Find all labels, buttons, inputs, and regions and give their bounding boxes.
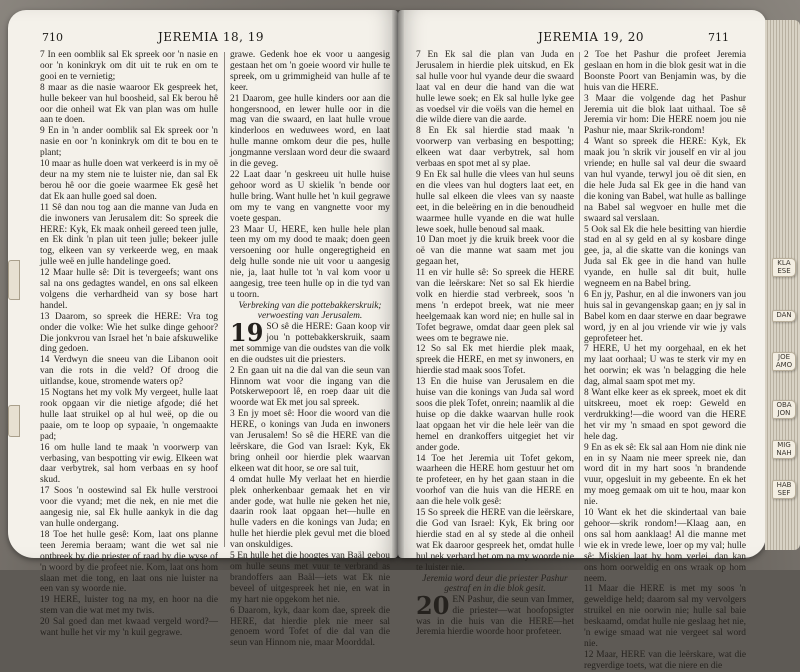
verse-paragraph: 11 Maar die HERE is met my soos 'n geweldige held; daarom sal my vervolgers struikel en nie oorwin nie; hulle sal baie beskaamd, omdat hulle nie geslaag het nie, 'n ewige smaad wat nie vergeet sal word nie. xyxy=(584,584,746,649)
verse-paragraph: 6 Daarom, kyk, daar kom dae, spreek die HERE, dat hierdie plek nie meer sal genoem word Tofet of die dal van die seun van Hinnom nie, maar Moorddal. xyxy=(230,605,390,649)
verse-paragraph: 23 Maar U, HERE, ken hulle hele plan teen my om my dood te maak; doen geen versoening oor hulle ongeregtigheid en delg hulle sonde nie uit voor u aangesig nie, ja, laat hulle tot 'n val kom voor u aangesig, tree teen hulle op in die tyd van u toorn. xyxy=(230,224,390,300)
right-page-title: JEREMIA 19, 20 xyxy=(538,30,645,44)
chapter-number: 19 xyxy=(230,318,264,348)
verse-paragraph: 18 Toe het hulle gesê: Kom, laat ons planne teen Jeremia beraam; want die wet sal nie ontbreek by die priester of raad by die wyse of 'n woord by die profeet nie. Kom, laat ons hom slaan met die tong, en laat ons nie luister na een van sy woorde nie. xyxy=(40,529,218,595)
verse-paragraph: 8 Want elke keer as ek spreek, moet ek dit uitskreeu, moet ek roep: Geweld en verdrukking!—die woord van die HERE het vir my 'n smaad en spot geword die hele dag. xyxy=(584,388,746,442)
verse-paragraph: 10 Dan moet jy die kruik breek voor die oë van die manne wat saam met jou gegaan het, xyxy=(416,235,574,268)
verse-paragraph: 17 Soos 'n oostewind sal Ek hulle verstrooi voor die vyand; met die nek, en nie met die aangesig nie, sal Ek hulle aankyk in die dag van hulle ondergang. xyxy=(40,486,218,529)
verse-paragraph: 15 Nogtans het my volk My vergeet, hulle laat rook opgaan vir die nietige afgode; dié het hulle laat struikel op al hul weë, op die ou paaie, om te loop op sypaaie, 'n ongemaakte pad; xyxy=(40,388,218,442)
verse-paragraph: 3 Maar die volgende dag het Pashur Jeremia uit die blok laat uithaal. Toe sê Jeremia vir hom: Die HERE noem jou nie Pashur nie, maar Skrik-rondom! xyxy=(584,93,746,137)
verse-paragraph: 11 Sê dan nou tog aan die manne van Juda en die inwoners van Jerusalem dit: So spreek die HERE: Kyk, Ek maak onheil gereed teen julle, en Ek dink 'n plan uit teen julle; bekeer julle tog, elkeen van sy verkeerde weg, en maak julle weë en julle handelinge goed. xyxy=(40,202,218,268)
verse-paragraph: 5 En hulle het die hoogtes van Baäl gebou om hulle seuns met vuur te verbrand as brandoffers aan Baäl—iets wat Ek nie beveel of uitgespreek het nie, en wat in my hart nie opgekom het nie. xyxy=(230,551,390,605)
verse-paragraph: 12 Maar, HERE van die leërskare, wat die regverdige toets, wat die niere en die xyxy=(584,649,746,671)
verse-paragraph: 21 Daarom, gee hulle kinders oor aan die hongersnood, en lewer hulle oor in die mag van die swaard, en laat hulle vroue kinderloos en weduwees word, en laat hulle manne omkom deur die pes, hulle jongmanne verslaan word deur die swaard in die geveg. xyxy=(230,93,390,170)
verse-paragraph: 8 maar as die nasie waaroor Ek gespreek het, hulle bekeer van hul boosheid, sal Ek berou hê oor die onheil wat Ek van plan was om hulle aan te doen. xyxy=(40,82,218,126)
verse-paragraph: grawe. Gedenk hoe ek voor u aangesig gestaan het om 'n goeie woord vir hulle te spreek, om u grimmigheid van hulle af te keer. xyxy=(230,50,390,93)
verse-paragraph: 7 En Ek sal die plan van Juda en Jerusalem in hierdie plek uitskud, en Ek sal hulle voor hul vyande deur die swaard laat val en deur die hand van die wat hulle lewe soek; en Ek sal hulle lyke gee as voedsel vir die voëls van die hemel en die wilde diere van die aarde. xyxy=(416,50,574,126)
book-gutter xyxy=(392,10,404,558)
verse-paragraph: 13 En die huise van Jerusalem en die huise van die konings van Juda sal word soos die plek Tofet, onrein; naamlik al die huise op die dakke waarvan hulle rook laat opgaan het vir die hele leër van die hemel en drankoffers uitgegiet het vir ander gode. xyxy=(416,377,574,453)
verse-paragraph: 8 En Ek sal hierdie stad maak 'n voorwerp van verbasing en bespotting; elkeen wat daar verbytrek, sal hom verbaas en spot met al sy plae. xyxy=(416,126,574,170)
left-column-1 xyxy=(40,50,218,639)
verse-paragraph: SO sê die HERE: Gaan koop vir jou 'n pottebakkerskruik, saam met sommige van die oudstes van die volk en die oudstes uit die priesters. xyxy=(230,322,390,365)
column-divider xyxy=(579,52,580,547)
verse-paragraph: 20 Sal goed dan met kwaad vergeld word?—want hulle het vir my 'n kuil gegrawe. xyxy=(40,617,218,639)
thumb-index-tab[interactable]: JOE AMO xyxy=(772,352,796,371)
verse-paragraph: 4 omdat hulle My verlaat het en hierdie plek onherkenbaar gemaak het en vir ander gode, wat hulle nie geken het nie, daarin rook laat opgaan het—hulle en hulle vaders en die konings van Juda; en hulle het hierdie plek gevul met die bloed van onskuldiges. xyxy=(230,474,390,551)
left-page xyxy=(8,10,398,649)
left-page-number: 710 xyxy=(42,31,63,44)
verse-paragraph: 3 En jy moet sê: Hoor die woord van die HERE, o konings van Juda en inwoners van Jerusalem! So sê die HERE van die leërskare, die God van Israel: Kyk, Ek bring onheil oor hierdie plek waarvan elkeen wat dit hoor, se ore sal tuit, xyxy=(230,409,390,474)
thumb-index-tab[interactable]: DAN xyxy=(772,310,796,322)
right-page-number: 711 xyxy=(708,31,729,44)
column-divider xyxy=(224,52,225,547)
verse-paragraph: 7 In een oomblik sal Ek spreek oor 'n nasie en oor 'n koninkryk om dit uit te ruk en om te gooi en te vernietig; xyxy=(40,50,218,82)
verse-paragraph: 9 En in 'n ander oomblik sal Ek spreek oor 'n nasie en oor 'n koninkryk om dit te bou en te plant; xyxy=(40,126,218,159)
verse-paragraph: 6 En jy, Pashur, en al die inwoners van jou huis sal in gevangenskap gaan; en jy sal in Babel kom en daar sterwe en daar begrawe word, jy en al jou vriende vir wie jy vals geprofeteer het. xyxy=(584,289,746,344)
page-edges xyxy=(765,20,800,550)
verse-paragraph: 14 Verdwyn die sneeu van die Libanon ooit van die rots in die veld? Of droog die uitlandse, koue, stromende waters op? xyxy=(40,355,218,388)
verse-paragraph: 14 Toe het Jeremia uit Tofet gekom, waarheen die HERE hom gestuur het om te profeteer, en hy het gaan staan in die voorhof van die huis van die HERE en aan die hele volk gesê: xyxy=(416,453,574,508)
left-edge-tab xyxy=(8,405,20,437)
left-page-title: JEREMIA 18, 19 xyxy=(158,30,265,44)
verse-paragraph: 13 Daarom, so spreek die HERE: Vra tog onder die volke: Wie het sulke dinge gehoor? Die jonkvrou van Israel het 'n baie afskuwelike ding gedoen. xyxy=(40,311,218,355)
verse-paragraph: 9 En as ek sê: Ek sal aan Hom nie dink nie en in sy Naam nie meer spreek nie, dan word dit in my hart soos 'n brandende vuur, opgesluit in my gebeente. En ek het my moeg gemaak om uit te hou, maar kon nie. xyxy=(584,442,746,508)
chapter-number: 20 xyxy=(416,590,450,620)
verse-paragraph: 7 HERE, U het my oorgehaal, en ek het my laat oorhaal; U was te sterk vir my en het oorwin; ek was 'n belagging die hele dag, almal saam spot met my. xyxy=(584,344,746,388)
verse-paragraph: 9 En Ek sal hulle die vlees van hul seuns en die vlees van hul dogters laat eet, en hulle sal elkeen die vlees van sy naaste eet, in die beleëring en in die benoudheid waarmee hulle vyande en die wat hulle lewe soek, hulle benoud sal maak. xyxy=(416,169,574,235)
section-heading: Jeremia word deur die priester Pashur gestraf en in die blok gesit. xyxy=(422,573,568,595)
verse-paragraph: 15 So spreek die HERE van die leërskare, die God van Israel: Kyk, Ek bring oor hierdie stad en al sy stede al die onheil wat Ek daaroor gespreek het, omdat hulle hul nek verhard het om na my woorde nie te luister nie. xyxy=(416,508,574,573)
verse-paragraph: 5 Ook sal Ek die hele besitting van hierdie stad en al sy geld en al sy kosbare dinge gee, ja, al die skatte van die konings van Juda sal Ek gee in die hand van hulle vyande, en hulle sal dit buit, hulle wegneem en na Babel bring. xyxy=(584,224,746,290)
verse-paragraph: 22 Laat daar 'n geskreeu uit hulle huise gehoor word as U skielik 'n bende oor hulle bring. Want hulle het 'n kuil gegrawe om my te vang en vangnette voor my voete gespan. xyxy=(230,169,390,224)
left-edge-tab xyxy=(8,260,20,300)
verse-paragraph: 2 Toe het Pashur die profeet Jeremia geslaan en hom in die blok gesit wat in die Boonste Poort van Benjamin was, by die huis van die HERE. xyxy=(584,50,746,93)
verse-paragraph: 10 maar as hulle doen wat verkeerd is in my oë deur na my stem nie te luister nie, dan sal Ek berou hê oor die goeie waarmee Ek gesê het dat Ek aan hulle goed sal doen. xyxy=(40,159,218,202)
verse-paragraph: 11 en vir hulle sê: So spreek die HERE van die leërskare: Net so sal Ek hierdie volk en hierdie stad verbreek, soos 'n mens 'n erdepot breek, wat nie meer heelgemaak kan word nie; en hulle sal in Tofet begrawe, omdat daar geen plek sal wees om te begrawe nie. xyxy=(416,268,574,344)
verse-paragraph: 12 Maar hulle sê: Dit is tevergeefs; want ons sal na ons gedagtes wandel, en ons sal elkeen volgens die verhardheid van sy bose hart handel. xyxy=(40,268,218,311)
verse-paragraph: 4 Want so spreek die HERE: Kyk, Ek maak jou 'n skrik vir jouself en vir al jou vriende; en hulle sal val deur die swaard van hul vyande, terwyl jou oë dit sien, en die hele Juda sal Ek gee in die hand van die koning van Babel, wat hulle as ballinge na Babel sal wegvoer en hulle met die swaard sal verslaan. xyxy=(584,137,746,224)
thumb-index-tab[interactable]: KLA ESE xyxy=(772,258,796,277)
right-column-2 xyxy=(584,50,746,671)
verse-paragraph: 19 HERE, luister tog na my, en hoor na die stem van die wat met my twis. xyxy=(40,595,218,617)
verse-paragraph: 12 So sal Ek met hierdie plek maak, spreek die HERE, en met sy inwoners, en hierdie stad maak soos Tofet. xyxy=(416,344,574,377)
verse-paragraph: 2 En gaan uit na die dal van die seun van Hinnom wat voor die ingang van die Potskerwepoort lê, en roep daar uit die woorde wat Ek met jou sal spreek. xyxy=(230,365,390,409)
thumb-index-tab[interactable]: MIG NAH xyxy=(772,440,796,459)
left-column-2 xyxy=(230,50,390,649)
verse-paragraph: 10 Want ek het die skindertaal van baie gehoor—skrik rondom!—Klaag aan, en ons sal hom aanklaag! Al die manne met wie ek in vrede lewe, loer op my val; hulle sê: Miskien laat hy hom verlei, dan kan ons hom oorweldig en ons wraak op hom neem. xyxy=(584,508,746,584)
thumb-index-tab[interactable]: HAB SEF xyxy=(772,480,796,499)
verse-paragraph: EN Pashur, die seun van Immer, die priester—wat hoofopsigter was in die huis van die HERE—het Jeremia hierdie woorde hoor profeteer. xyxy=(416,594,574,638)
section-heading: Verbreking van die pottebakkerskruik; verwoesting van Jerusalem. xyxy=(238,300,382,322)
right-page xyxy=(398,10,766,671)
right-column-1 xyxy=(416,50,574,638)
thumb-index-tab[interactable]: OBA JON xyxy=(772,400,796,419)
verse-paragraph: 16 om hulle land te maak 'n voorwerp van verbasing, van bespotting vir ewig. Elkeen wat daar verbytrek, sal hom verbaas en sy hoof skud. xyxy=(40,442,218,486)
